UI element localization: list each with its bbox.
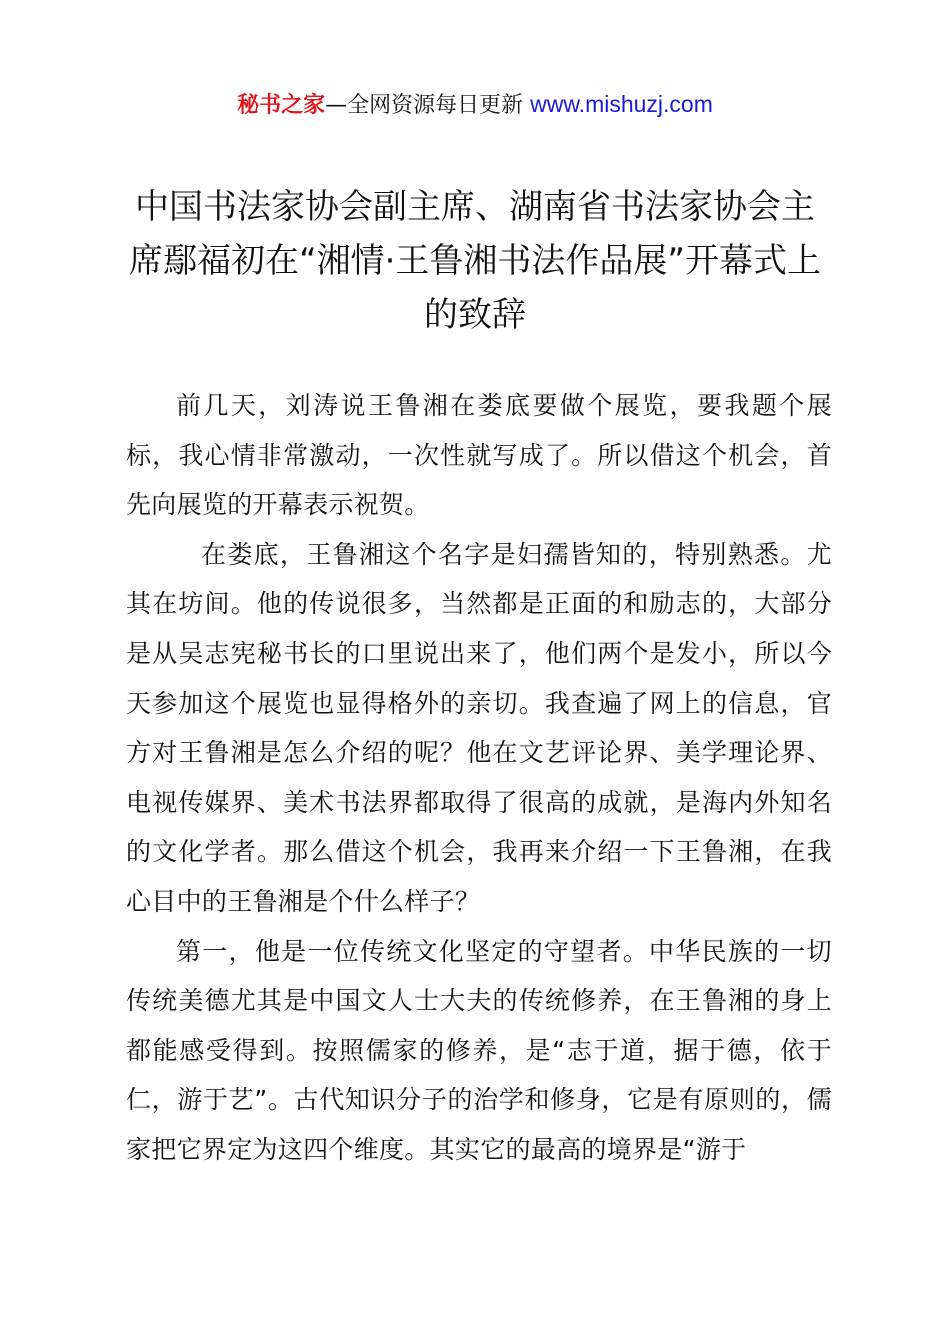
website-link[interactable]: www.mishuzj.com <box>530 91 713 117</box>
brand-name: 秘书之家 <box>237 93 326 118</box>
page-header <box>0 86 950 124</box>
paragraph-2: 在娄底，王鲁湘这个名字是妇孺皆知的，特别熟悉。尤其在坊间。他的传说很多，当然都是正面的和励志的，大部分是从吴志宪秘书长的口里说出来了，他们两个是发小，所以今天参加这个展览也显得格外的亲切。我查遍了网上的信息，官方对王鲁湘是怎么介绍的呢？他在文艺评论界、美学理论界、电视传媒界、美术书法界都取得了很高的成就，是海内外知名的文化学者。那么借这个机会，我再来介绍一下王鲁湘，在我心目中的王鲁湘是个什么样子？ <box>126 539 832 916</box>
header-tagline: —全网资源每日更新 <box>325 93 524 118</box>
document-title: 中国书法家协会副主席、湖南省书法家协会主席鄢福初在“湘情·王鲁湘书法作品展”开幕式上的致辞 <box>128 187 822 335</box>
document-body <box>126 381 832 1175</box>
paragraph-1: 前几天，刘涛说王鲁湘在娄底要做个展览，要我题个展标，我心情非常激动，一次性就写成了。所以借这个机会，首先向展览的开幕表示祝贺。 <box>126 391 832 520</box>
paragraph-3: 第一，他是一位传统文化坚定的守望者。中华民族的一切传统美德尤其是中国文人士大夫的传统修养，在王鲁湘的身上都能感受得到。按照儒家的修养，是“志于道，据于德，依于仁，游于艺”。古代知识分子的治学和修身，它是有原则的，儒家把它界定为这四个维度。其实它的最高的境界是“游于 <box>126 936 832 1164</box>
